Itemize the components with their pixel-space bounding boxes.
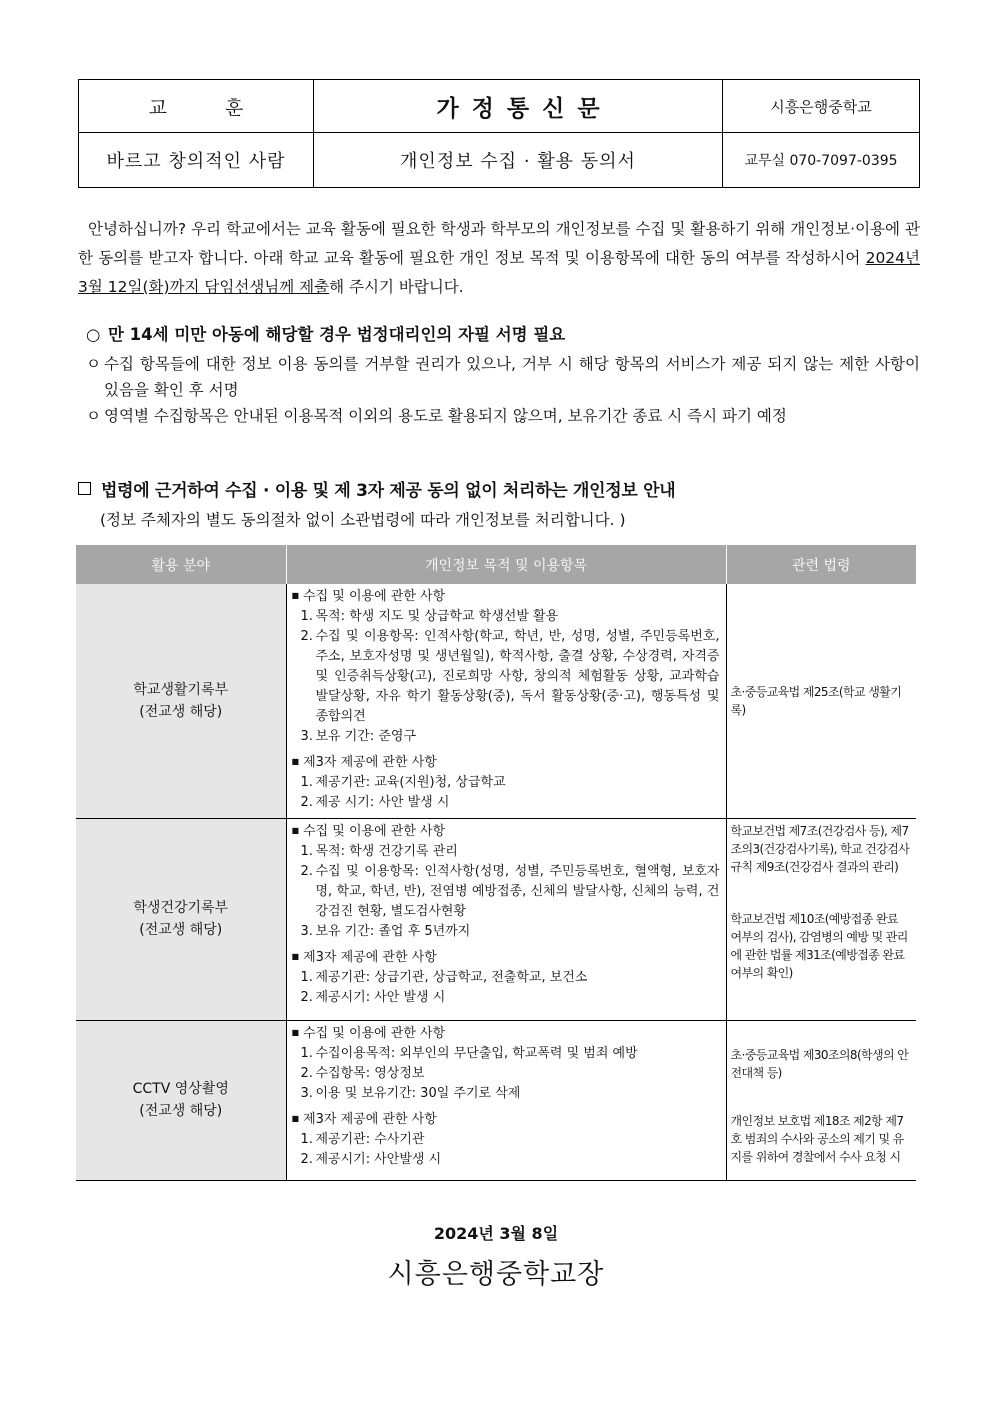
list-item: 3. 보유 기간: 준영구: [300, 729, 417, 744]
section-subtitle: (정보 주체자의 별도 동의절차 없이 소관법령에 따라 개인정보를 처리합니다. ): [100, 511, 626, 529]
purpose-cell: [286, 1020, 726, 1180]
deadline-text: 2024년 3월 12일(화)까지 담임선생님께 제출: [78, 249, 920, 296]
notes-list: [86, 322, 920, 429]
category-name: 학생건강기록부: [133, 900, 229, 916]
law-text: 개인정보 보호법 제18조 제2항 제7호 범죄의 수사와 공소의 제기 및 유지를 위하여 경찰에서 수사 요청 시: [730, 1113, 904, 1164]
intro-closing: 해 주시기 바랍니다.: [329, 278, 464, 296]
law-text: 학교보건법 제7조(건강검사 등), 제7조의3(건강검사기록), 학교 건강검사규칙 제9조(건강검사 결과의 관리): [730, 823, 910, 874]
section-title: 법령에 근거하여 수집 · 이용 및 제 3자 제공 동의 없이 처리하는 개인정보 안내: [78, 476, 675, 501]
note-guardian-signature: ○ 만 14세 미만 아동에 해당할 경우 법정대리인의 자필 서명 필요: [86, 325, 566, 344]
list-item: 2. 제공시기: 사안발생 시: [300, 1151, 442, 1167]
principal-signature: 시흥은행중학교장: [387, 1259, 605, 1290]
square-bullet-icon: ■: [291, 591, 300, 600]
list-item: 2. 제공 시기: 사안 발생 시: [300, 795, 450, 810]
school-name: 시흥은행중학교: [723, 80, 920, 133]
category-scope: (전교생 해당): [139, 1103, 223, 1119]
intro-paragraph: [78, 215, 920, 302]
category-name: CCTV 영상촬영: [132, 1081, 229, 1097]
checkbox-square-icon: [78, 482, 91, 495]
law-text: 초·중등교육법 제30조의8(학생의 안전대책 등): [730, 1047, 909, 1080]
note-right-to-refuse: ㅇ 수집 항목들에 대한 정보 이용 동의를 거부할 권리가 있으나, 거부 시 해당 항목의 서비스가 제공 되지 않는 제한 사항이 있음을 확인 후 서명: [86, 355, 920, 399]
list-item: 2. 수집항목: 영상정보: [300, 1065, 425, 1081]
category-scope: (전교생 해당): [139, 703, 223, 720]
third-party-heading: ■ 제3자 제공에 관한 사항: [291, 1111, 437, 1127]
list-item: 2. 수집 및 이용항목: 인적사항(학교, 학년, 반, 성명, 성별, 주민등록번호, 주소, 보호자성명 및 생년월일), 학적사항, 출결 상황, 수상경력, 자격증 및 인증취득상황(고), 진로희망 사항, 창의적 체험활동 상황, 교과학습 발달상황, 자유 학기 활동상황(중), 독서 활동상황(중·고), 행동특성 및 종합의견: [300, 629, 720, 724]
document-title: 가정통신문: [314, 80, 723, 133]
col-header-purpose: 개인정보 목적 및 이용항목: [286, 545, 726, 584]
table-row: [76, 584, 916, 818]
list-item: 1. 목적: 학생 지도 및 상급학교 학생선발 활용: [300, 609, 559, 624]
motto-label: 교 훈: [79, 80, 314, 133]
purpose-cell: [286, 818, 726, 1020]
table-row: [76, 818, 916, 1020]
category-scope: (전교생 해당): [139, 922, 223, 938]
category-name: 학교생활기록부: [133, 681, 229, 698]
col-header-law: 관련 법령: [726, 545, 916, 584]
list-item: 1. 제공기관: 상급기관, 상급학교, 전출학교, 보건소: [300, 969, 588, 985]
table-row: [76, 1020, 916, 1180]
square-bullet-icon: ■: [291, 1113, 300, 1123]
header-table: [78, 79, 920, 188]
law-cell: [726, 584, 916, 818]
list-item: 1. 제공기관: 수사기관: [300, 1131, 425, 1147]
list-item: 1. 제공기관: 교육(지원)청, 상급학교: [300, 775, 506, 790]
list-item: 2. 수집 및 이용항목: 인적사항(성명, 성별, 주민등록번호, 혈액형, 보호자명, 학교, 학년, 반), 전염병 예방접종, 신체의 발달사항, 신체의 능력, 건강검진 현황, 별도검사현황: [300, 863, 720, 919]
list-item: 1. 목적: 학생 건강기록 관리: [300, 843, 458, 859]
list-item: 2. 제공시기: 사안 발생 시: [300, 989, 446, 1005]
purpose-cell: [286, 584, 726, 818]
privacy-info-table: [76, 545, 916, 1181]
square-bullet-icon: ■: [291, 825, 300, 835]
document-subtitle: 개인정보 수집 · 활용 동의서: [314, 133, 723, 188]
motto: 바르고 창의적인 사람: [79, 133, 314, 188]
category-cell: [76, 818, 286, 1020]
list-item: 3. 이용 및 보유기간: 30일 주기로 삭제: [300, 1085, 521, 1101]
list-item: 1. 수집이용목적: 외부인의 무단출입, 학교폭력 및 범죄 예방: [300, 1045, 638, 1061]
law-text: 초·중등교육법 제25조(학교 생활기록): [730, 685, 902, 717]
category-cell: [76, 1020, 286, 1180]
category-cell: [76, 584, 286, 818]
law-cell: [726, 1020, 916, 1180]
third-party-heading: ■ 제3자 제공에 관한 사항: [291, 949, 437, 965]
law-text: 학교보건법 제10조(예방접종 완료 여부의 검사), 감염병의 예방 및 관리에 관한 법률 제31조(예방접종 완료 여부의 확인): [730, 911, 908, 980]
note-disposal: ㅇ 영역별 수집항목은 안내된 이용목적 이외의 용도로 활용되지 않으며, 보유기간 종료 시 즉시 파기 예정: [86, 407, 787, 425]
list-item: 3. 보유 기간: 졸업 후 5년까지: [300, 923, 471, 939]
third-party-heading: ■ 제3자 제공에 관한 사항: [291, 755, 437, 770]
collect-heading: ■ 수집 및 이용에 관한 사항: [291, 589, 446, 604]
collect-heading: ■ 수집 및 이용에 관한 사항: [291, 823, 446, 839]
square-bullet-icon: ■: [291, 757, 300, 766]
intro-text: 안녕하십니까? 우리 학교에서는 교육 활동에 필요한 학생과 학부모의 개인정보를 수집 및 활용하기 위해 개인정보·이용에 관한 동의를 받고자 합니다. 아래 학교 교육 활동에 필요한 개인 정보 목적 및 이용항목에 대한 동의 여부를 작성하시어: [78, 220, 920, 267]
law-cell: [726, 818, 916, 1020]
collect-heading: ■ 수집 및 이용에 관한 사항: [291, 1025, 446, 1041]
col-header-field: 활용 분야: [76, 545, 286, 584]
square-bullet-icon: ■: [291, 951, 300, 961]
office-phone: 교무실 070-7097-0395: [723, 133, 920, 188]
square-bullet-icon: ■: [291, 1027, 300, 1037]
issue-date: 2024년 3월 8일: [433, 1224, 559, 1243]
